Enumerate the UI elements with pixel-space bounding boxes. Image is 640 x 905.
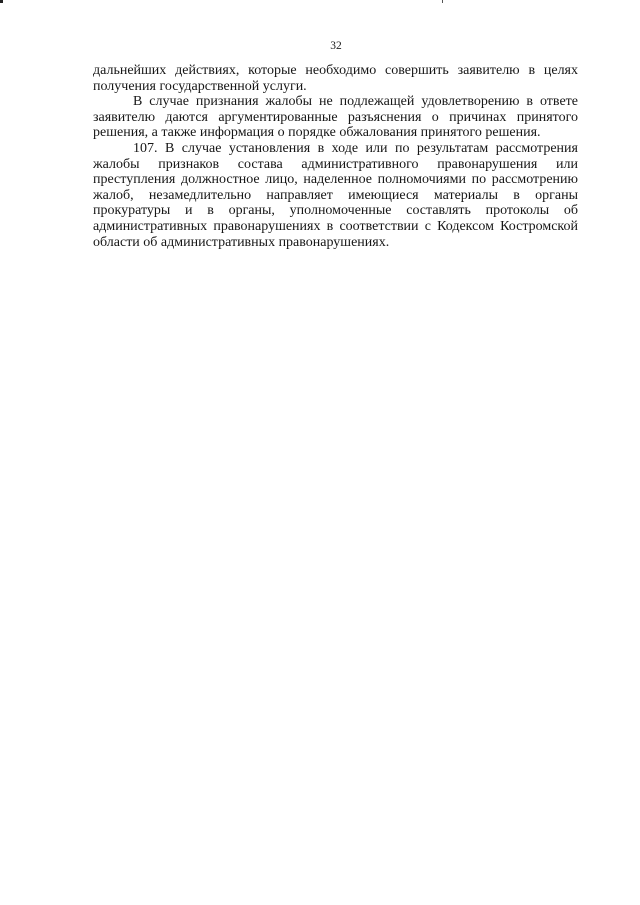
paragraph-107: 107. В случае установления в ходе или по результатам рассмотрения жалобы признаков состава административного правонарушения или преступления должностное лицо, наделенное полномочиями по рассмотрению жалоб, незамедлительно направляет имеющиеся материалы в органы прокуратуры и в органы, уполномоченные составлять протоколы об административных правонарушениях в соответствии с Кодексом Костромской области об административных правонарушениях. [93,140,578,250]
document-body [93,63,578,250]
page-number: 32 [330,40,342,52]
paragraph-complaint-rejected: В случае признания жалобы не подлежащей удовлетворению в ответе заявителю даются аргументированные разъяснения о причинах принятого решения, а также информация о порядке обжалования принятого решения. [93,94,578,141]
scan-edge-mark [0,0,3,3]
scan-edge-mark [442,0,443,3]
paragraph-continuation: дальнейших действиях, которые необходимо совершить заявителю в целях получения государственной услуги. [93,63,578,94]
